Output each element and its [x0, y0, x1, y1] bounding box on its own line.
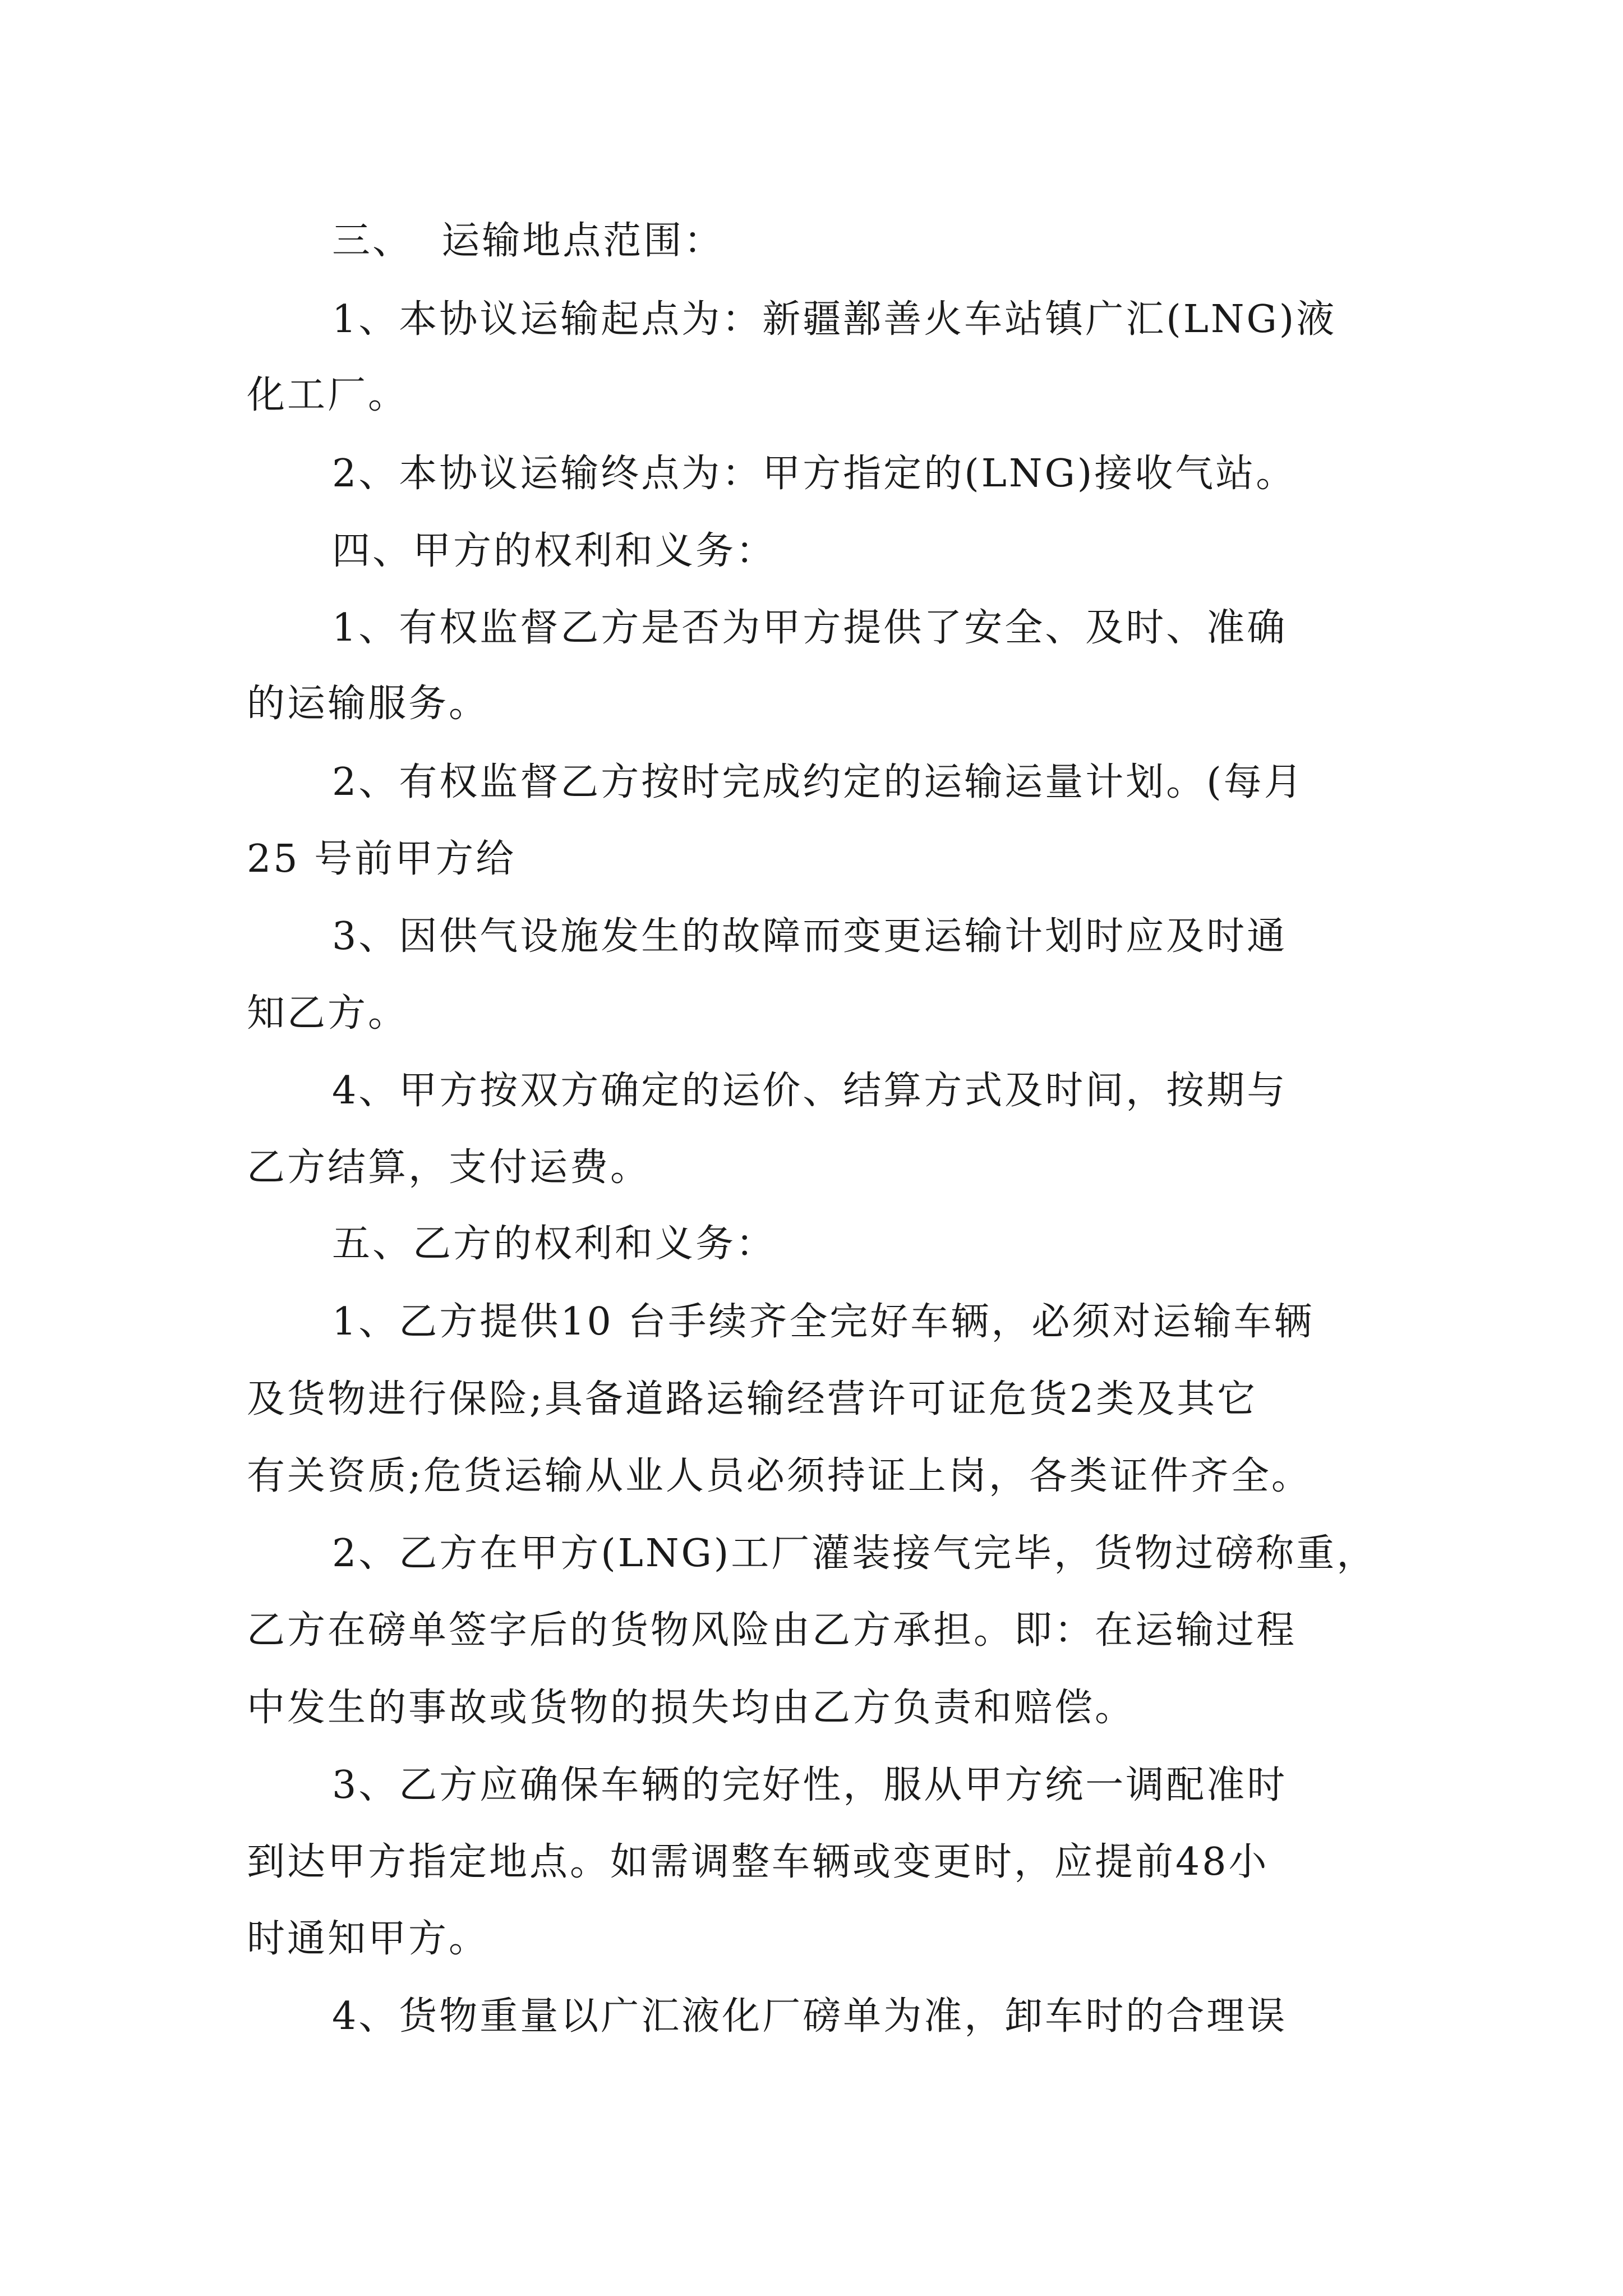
paragraph-line: 及货物进行保险;具备道路运输经营许可证危货2类及其它: [247, 1377, 1258, 1421]
paragraph-line: 知乙方。: [247, 991, 409, 1036]
paragraph-line: 25 号前甲方给: [247, 837, 517, 881]
paragraph-line: 乙方结算，支付运费。: [247, 1145, 651, 1190]
paragraph-line: 3、乙方应确保车辆的完好性，服从甲方统一调配准时: [332, 1763, 1288, 1807]
paragraph-line: 2、乙方在甲方(LNG)工厂灌装接气完毕，货物过磅称重，: [332, 1531, 1377, 1576]
paragraph-line: 有关资质;危货运输从业人员必须持证上岗，各类证件齐全。: [247, 1454, 1312, 1498]
paragraph-line: 1、有权监督乙方是否为甲方提供了安全、及时、准确: [332, 606, 1288, 650]
paragraph-line: 中发生的事故或货物的损失均由乙方负责和赔偿。: [247, 1686, 1136, 1730]
paragraph-line: 时通知甲方。: [247, 1917, 490, 1961]
section-heading: 五、乙方的权利和义务：: [332, 1222, 777, 1266]
section-heading: 三、 运输地点范围：: [332, 219, 725, 263]
paragraph-line: 化工厂。: [247, 373, 409, 417]
paragraph-line: 2、有权监督乙方按时完成约定的运输运量计划。(每月: [332, 760, 1304, 804]
paragraph-line: 到达甲方指定地点。如需调整车辆或变更时，应提前48小: [247, 1840, 1269, 1884]
paragraph-line: 2、本协议运输终点为：甲方指定的(LNG)接收气站。: [332, 452, 1297, 496]
section-heading: 四、甲方的权利和义务：: [332, 529, 777, 573]
paragraph-line: 1、乙方提供10 台手续齐全完好车辆，必须对运输车辆: [332, 1300, 1315, 1344]
paragraph-line: 4、甲方按双方确定的运价、结算方式及时间，按期与: [332, 1069, 1288, 1113]
paragraph-line: 4、货物重量以广汇液化厂磅单为准，卸车时的合理误: [332, 1994, 1288, 2039]
paragraph-line: 1、本协议运输起点为：新疆鄯善火车站镇广汇(LNG)液: [332, 297, 1337, 342]
paragraph-line: 乙方在磅单签字后的货物风险由乙方承担。即：在运输过程: [247, 1608, 1297, 1653]
paragraph-line: 的运输服务。: [247, 682, 490, 726]
paragraph-line: 3、因供气设施发生的故障而变更运输计划时应及时通: [332, 914, 1288, 959]
